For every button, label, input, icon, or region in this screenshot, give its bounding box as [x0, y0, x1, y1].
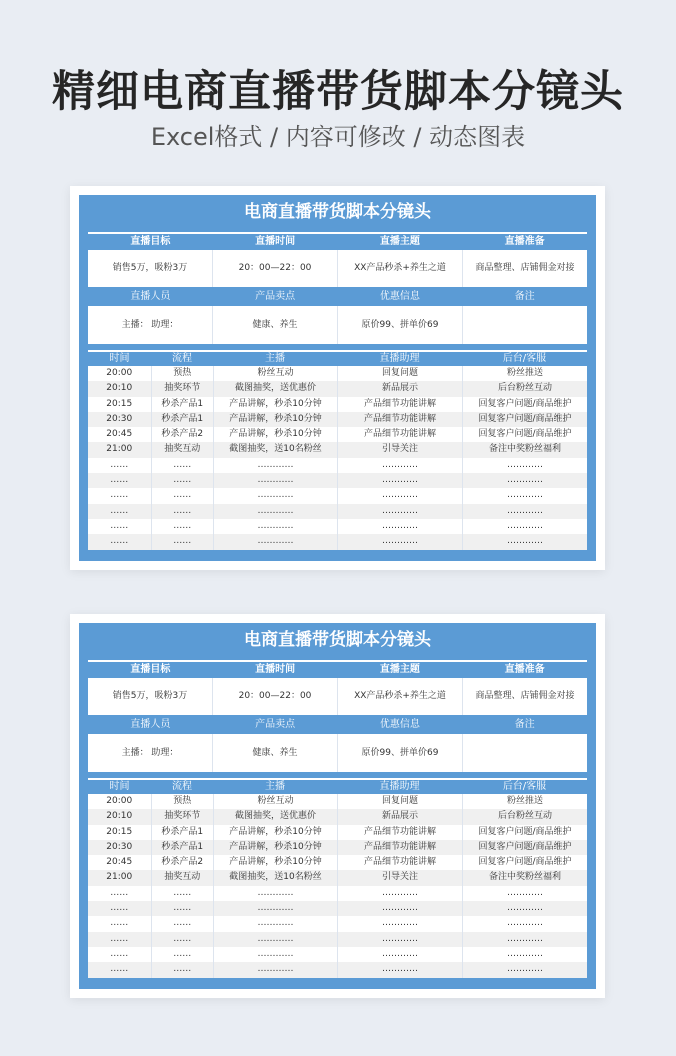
info-value-cell[interactable]: 商品整理、店铺佣金对接: [462, 678, 587, 715]
cell-assistant[interactable]: …………: [337, 886, 462, 901]
table-row: [88, 397, 587, 412]
cell-flow[interactable]: 秒杀产品2: [151, 855, 214, 870]
table-header-row: [88, 352, 587, 366]
cell-time[interactable]: 20:30: [106, 841, 133, 852]
info-value-row-1: [88, 678, 587, 715]
cell-host[interactable]: …………: [213, 534, 337, 549]
cell-flow[interactable]: ……: [151, 932, 214, 947]
cell-backstage[interactable]: 粉丝推送: [462, 366, 587, 381]
info-header-row-2: [88, 289, 587, 305]
column-header-backstage: 后台/客服: [502, 781, 547, 792]
cell-host[interactable]: …………: [213, 932, 337, 947]
cell-assistant[interactable]: …………: [337, 534, 462, 549]
page-title: 精细电商直播带货脚本分镜头: [52, 67, 624, 117]
cell-flow[interactable]: 抽奖互动: [151, 870, 214, 885]
table-row: [88, 412, 587, 427]
table-header-row: [88, 780, 587, 794]
table-row: [88, 427, 587, 442]
cell-flow[interactable]: 抽奖互动: [151, 442, 214, 457]
cell-flow[interactable]: ……: [151, 534, 214, 549]
cell-backstage[interactable]: …………: [462, 519, 587, 534]
cell-backstage[interactable]: 后台粉丝互动: [462, 809, 587, 824]
cell-time[interactable]: 20:15: [106, 398, 133, 409]
table-row: [88, 901, 587, 916]
cell-host[interactable]: …………: [213, 458, 337, 473]
cell-assistant[interactable]: …………: [337, 473, 462, 488]
page-subtitle: Excel格式 / 内容可修改 / 动态图表: [150, 123, 526, 151]
info-value-row-1: [88, 250, 587, 287]
table-row: [88, 794, 587, 809]
preview-card-2: [70, 614, 605, 998]
cell-host[interactable]: 截图抽奖，送优惠价: [213, 809, 337, 824]
cell-assistant[interactable]: …………: [337, 488, 462, 503]
cell-backstage[interactable]: 回复客户问题/商品维护: [462, 412, 587, 427]
table-row: [88, 855, 587, 870]
column-header-time: 时间: [109, 781, 130, 792]
cell-flow[interactable]: 抽奖环节: [151, 381, 214, 396]
cell-time[interactable]: 20:45: [106, 857, 133, 868]
info-header-cell: 直播目标: [130, 664, 171, 675]
table-row: [88, 534, 587, 549]
cell-assistant[interactable]: …………: [337, 504, 462, 519]
column-header-host: 主播: [265, 781, 285, 792]
cell-assistant[interactable]: 产品细节功能讲解: [337, 840, 462, 855]
cell-host[interactable]: 产品讲解，秒杀10分钟: [213, 397, 337, 412]
cell-host[interactable]: …………: [213, 901, 337, 916]
cell-time[interactable]: ……: [110, 490, 129, 501]
cell-backstage[interactable]: …………: [462, 504, 587, 519]
column-header-flow: 流程: [172, 781, 192, 792]
info-value-cell[interactable]: 20：00—22：00: [212, 250, 337, 287]
cell-assistant[interactable]: 新品展示: [337, 809, 462, 824]
cell-time[interactable]: ……: [110, 459, 129, 470]
cell-flow[interactable]: ……: [151, 519, 214, 534]
column-header-backstage: 后台/客服: [502, 353, 547, 364]
schedule-table: [88, 778, 587, 978]
cell-host[interactable]: …………: [213, 504, 337, 519]
cell-host[interactable]: …………: [213, 947, 337, 962]
info-header-cell: 产品卖点: [255, 719, 296, 730]
cell-flow[interactable]: ……: [151, 962, 214, 977]
cell-flow[interactable]: 抽奖环节: [151, 809, 214, 824]
cell-flow[interactable]: ……: [151, 458, 214, 473]
preview-card-1: [70, 186, 605, 570]
cell-time[interactable]: ……: [110, 536, 129, 547]
cell-assistant[interactable]: 引导关注: [337, 870, 462, 885]
table-row: [88, 809, 587, 824]
cell-backstage[interactable]: 回复客户问题/商品维护: [462, 427, 587, 442]
cell-time[interactable]: ……: [110, 887, 129, 898]
info-value-cell[interactable]: [462, 734, 587, 772]
sheet: [79, 195, 596, 561]
cell-backstage[interactable]: 回复客户问题/商品维护: [462, 825, 587, 840]
info-value-row-2: [88, 306, 587, 344]
cell-host[interactable]: 产品讲解，秒杀10分钟: [213, 427, 337, 442]
info-value-row-2: [88, 734, 587, 772]
cell-assistant[interactable]: …………: [337, 458, 462, 473]
cell-time[interactable]: ……: [110, 933, 129, 944]
info-header-cell: 备注: [514, 719, 535, 730]
cell-backstage[interactable]: …………: [462, 534, 587, 549]
cell-host[interactable]: …………: [213, 488, 337, 503]
info-header-cell: 直播准备: [504, 664, 545, 675]
cell-backstage[interactable]: 回复客户问题/商品维护: [462, 855, 587, 870]
cell-assistant[interactable]: 产品细节功能讲解: [337, 825, 462, 840]
table-row: [88, 381, 587, 396]
table-row: [88, 366, 587, 381]
cell-flow[interactable]: 秒杀产品1: [151, 397, 214, 412]
cell-host[interactable]: 粉丝互动: [213, 794, 337, 809]
cell-backstage[interactable]: 后台粉丝互动: [462, 381, 587, 396]
column-header-assistant: 直播助理: [379, 781, 420, 792]
info-value-cell[interactable]: [462, 306, 587, 344]
table-row: [88, 442, 587, 457]
cell-time[interactable]: 20:00: [106, 796, 133, 806]
info-header-row-2: [88, 717, 587, 733]
table-body: [88, 366, 587, 550]
cell-flow[interactable]: 秒杀产品1: [151, 840, 214, 855]
cell-host[interactable]: …………: [213, 473, 337, 488]
cell-flow[interactable]: ……: [151, 901, 214, 916]
column-header-flow: 流程: [172, 353, 192, 364]
cell-host[interactable]: 产品讲解，秒杀10分钟: [213, 825, 337, 840]
table-row: [88, 519, 587, 534]
cell-assistant[interactable]: …………: [337, 916, 462, 931]
info-header-cell: 直播准备: [504, 236, 545, 247]
info-header-cell: 备注: [514, 291, 535, 302]
cell-time[interactable]: 20:30: [106, 413, 133, 424]
table-row: [88, 488, 587, 503]
cell-time[interactable]: 21:00: [106, 444, 133, 455]
cell-time[interactable]: ……: [110, 964, 129, 975]
schedule-table: [88, 350, 587, 550]
cell-host[interactable]: 截图抽奖，送优惠价: [213, 381, 337, 396]
cell-assistant[interactable]: …………: [337, 947, 462, 962]
cell-time[interactable]: ……: [110, 918, 129, 929]
cell-backstage[interactable]: 备注中奖粉丝福利: [462, 870, 587, 885]
info-header-cell: 优惠信息: [379, 291, 420, 302]
cell-assistant[interactable]: 新品展示: [337, 381, 462, 396]
cell-flow[interactable]: 秒杀产品2: [151, 427, 214, 442]
info-value-cell[interactable]: XX产品秒杀+养生之道: [337, 250, 462, 287]
table-row: [88, 886, 587, 901]
info-value-cell[interactable]: 销售5万，吸粉3万: [112, 691, 188, 701]
info-header-row-1: [88, 660, 587, 678]
cell-flow[interactable]: ……: [151, 916, 214, 931]
table-row: [88, 962, 587, 977]
cell-flow[interactable]: 预热: [151, 794, 214, 809]
cell-backstage[interactable]: …………: [462, 947, 587, 962]
info-value-cell[interactable]: 主播： 助理：: [121, 320, 179, 330]
cell-backstage[interactable]: …………: [462, 916, 587, 931]
cell-host[interactable]: 截图抽奖，送10名粉丝: [213, 442, 337, 457]
cell-time[interactable]: 20:00: [106, 368, 133, 378]
cell-host[interactable]: 产品讲解，秒杀10分钟: [213, 412, 337, 427]
cell-backstage[interactable]: …………: [462, 458, 587, 473]
info-value-cell[interactable]: 健康、养生: [212, 734, 337, 772]
table-row: [88, 504, 587, 519]
info-header-cell: 产品卖点: [255, 291, 296, 302]
cell-backstage[interactable]: …………: [462, 488, 587, 503]
cell-assistant[interactable]: 产品细节功能讲解: [337, 412, 462, 427]
cell-backstage[interactable]: …………: [462, 962, 587, 977]
cell-assistant[interactable]: …………: [337, 932, 462, 947]
cell-time[interactable]: 20:15: [106, 826, 133, 837]
cell-backstage[interactable]: 回复客户问题/商品维护: [462, 840, 587, 855]
table-body: [88, 794, 587, 978]
cell-flow[interactable]: ……: [151, 947, 214, 962]
sheet-title: 电商直播带货脚本分镜头: [244, 202, 431, 222]
cell-backstage[interactable]: 回复客户问题/商品维护: [462, 397, 587, 412]
cell-host[interactable]: 产品讲解，秒杀10分钟: [213, 855, 337, 870]
info-value-cell[interactable]: XX产品秒杀+养生之道: [337, 678, 462, 715]
table-row: [88, 840, 587, 855]
info-header-cell: 直播人员: [130, 291, 171, 302]
info-header-cell: 直播主题: [379, 236, 420, 247]
cell-time[interactable]: 21:00: [106, 872, 133, 883]
cell-assistant[interactable]: 引导关注: [337, 442, 462, 457]
info-value-cell[interactable]: 商品整理、店铺佣金对接: [462, 250, 587, 287]
cell-flow[interactable]: 秒杀产品1: [151, 412, 214, 427]
sheet-title: 电商直播带货脚本分镜头: [244, 630, 431, 650]
cell-time[interactable]: ……: [110, 520, 129, 531]
info-value-cell[interactable]: 原价99、拼单价69: [337, 734, 462, 772]
cell-time[interactable]: ……: [110, 903, 129, 914]
column-header-time: 时间: [109, 353, 130, 364]
info-header-cell: 直播目标: [130, 236, 171, 247]
info-header-cell: 优惠信息: [379, 719, 420, 730]
cell-backstage[interactable]: 粉丝推送: [462, 794, 587, 809]
cell-host[interactable]: …………: [213, 519, 337, 534]
cell-assistant[interactable]: 回复问题: [337, 366, 462, 381]
cell-flow[interactable]: 秒杀产品1: [151, 825, 214, 840]
cell-time[interactable]: 20:45: [106, 429, 133, 440]
cell-time[interactable]: ……: [110, 475, 129, 486]
cell-time[interactable]: 20:10: [106, 383, 133, 394]
column-header-assistant: 直播助理: [379, 353, 420, 364]
table-row: [88, 825, 587, 840]
cell-assistant[interactable]: 产品细节功能讲解: [337, 855, 462, 870]
cell-host[interactable]: …………: [213, 962, 337, 977]
cell-time[interactable]: ……: [110, 948, 129, 959]
cell-backstage[interactable]: 备注中奖粉丝福利: [462, 442, 587, 457]
table-row: [88, 947, 587, 962]
table-row: [88, 870, 587, 885]
cell-assistant[interactable]: 产品细节功能讲解: [337, 397, 462, 412]
info-header-row-1: [88, 232, 587, 250]
info-value-cell[interactable]: 主播： 助理：: [121, 748, 179, 758]
cell-host[interactable]: 粉丝互动: [213, 366, 337, 381]
info-value-cell[interactable]: 20：00—22：00: [212, 678, 337, 715]
column-header-host: 主播: [265, 353, 285, 364]
cell-host[interactable]: 截图抽奖，送10名粉丝: [213, 870, 337, 885]
cell-time[interactable]: 20:10: [106, 811, 133, 822]
info-value-cell[interactable]: 健康、养生: [212, 306, 337, 344]
cell-host[interactable]: …………: [213, 916, 337, 931]
cell-flow[interactable]: ……: [151, 473, 214, 488]
cell-flow[interactable]: ……: [151, 504, 214, 519]
info-header-cell: 直播时间: [255, 664, 296, 675]
cell-flow[interactable]: 预热: [151, 366, 214, 381]
cell-assistant[interactable]: …………: [337, 519, 462, 534]
cell-assistant[interactable]: …………: [337, 901, 462, 916]
cell-assistant[interactable]: 回复问题: [337, 794, 462, 809]
info-value-cell[interactable]: 原价99、拼单价69: [337, 306, 462, 344]
table-row: [88, 458, 587, 473]
cell-assistant[interactable]: …………: [337, 962, 462, 977]
cell-backstage[interactable]: …………: [462, 932, 587, 947]
cell-backstage[interactable]: …………: [462, 473, 587, 488]
table-row: [88, 932, 587, 947]
table-row: [88, 473, 587, 488]
info-value-cell[interactable]: 销售5万，吸粉3万: [112, 263, 188, 273]
cell-assistant[interactable]: 产品细节功能讲解: [337, 427, 462, 442]
info-header-cell: 直播人员: [130, 719, 171, 730]
table-row: [88, 916, 587, 931]
cell-backstage[interactable]: …………: [462, 901, 587, 916]
cell-host[interactable]: 产品讲解，秒杀10分钟: [213, 840, 337, 855]
info-header-cell: 直播时间: [255, 236, 296, 247]
cell-flow[interactable]: ……: [151, 488, 214, 503]
cell-flow[interactable]: ……: [151, 886, 214, 901]
sheet: [79, 623, 596, 989]
cell-host[interactable]: …………: [213, 886, 337, 901]
cell-time[interactable]: ……: [110, 505, 129, 516]
cell-backstage[interactable]: …………: [462, 886, 587, 901]
info-header-cell: 直播主题: [379, 664, 420, 675]
